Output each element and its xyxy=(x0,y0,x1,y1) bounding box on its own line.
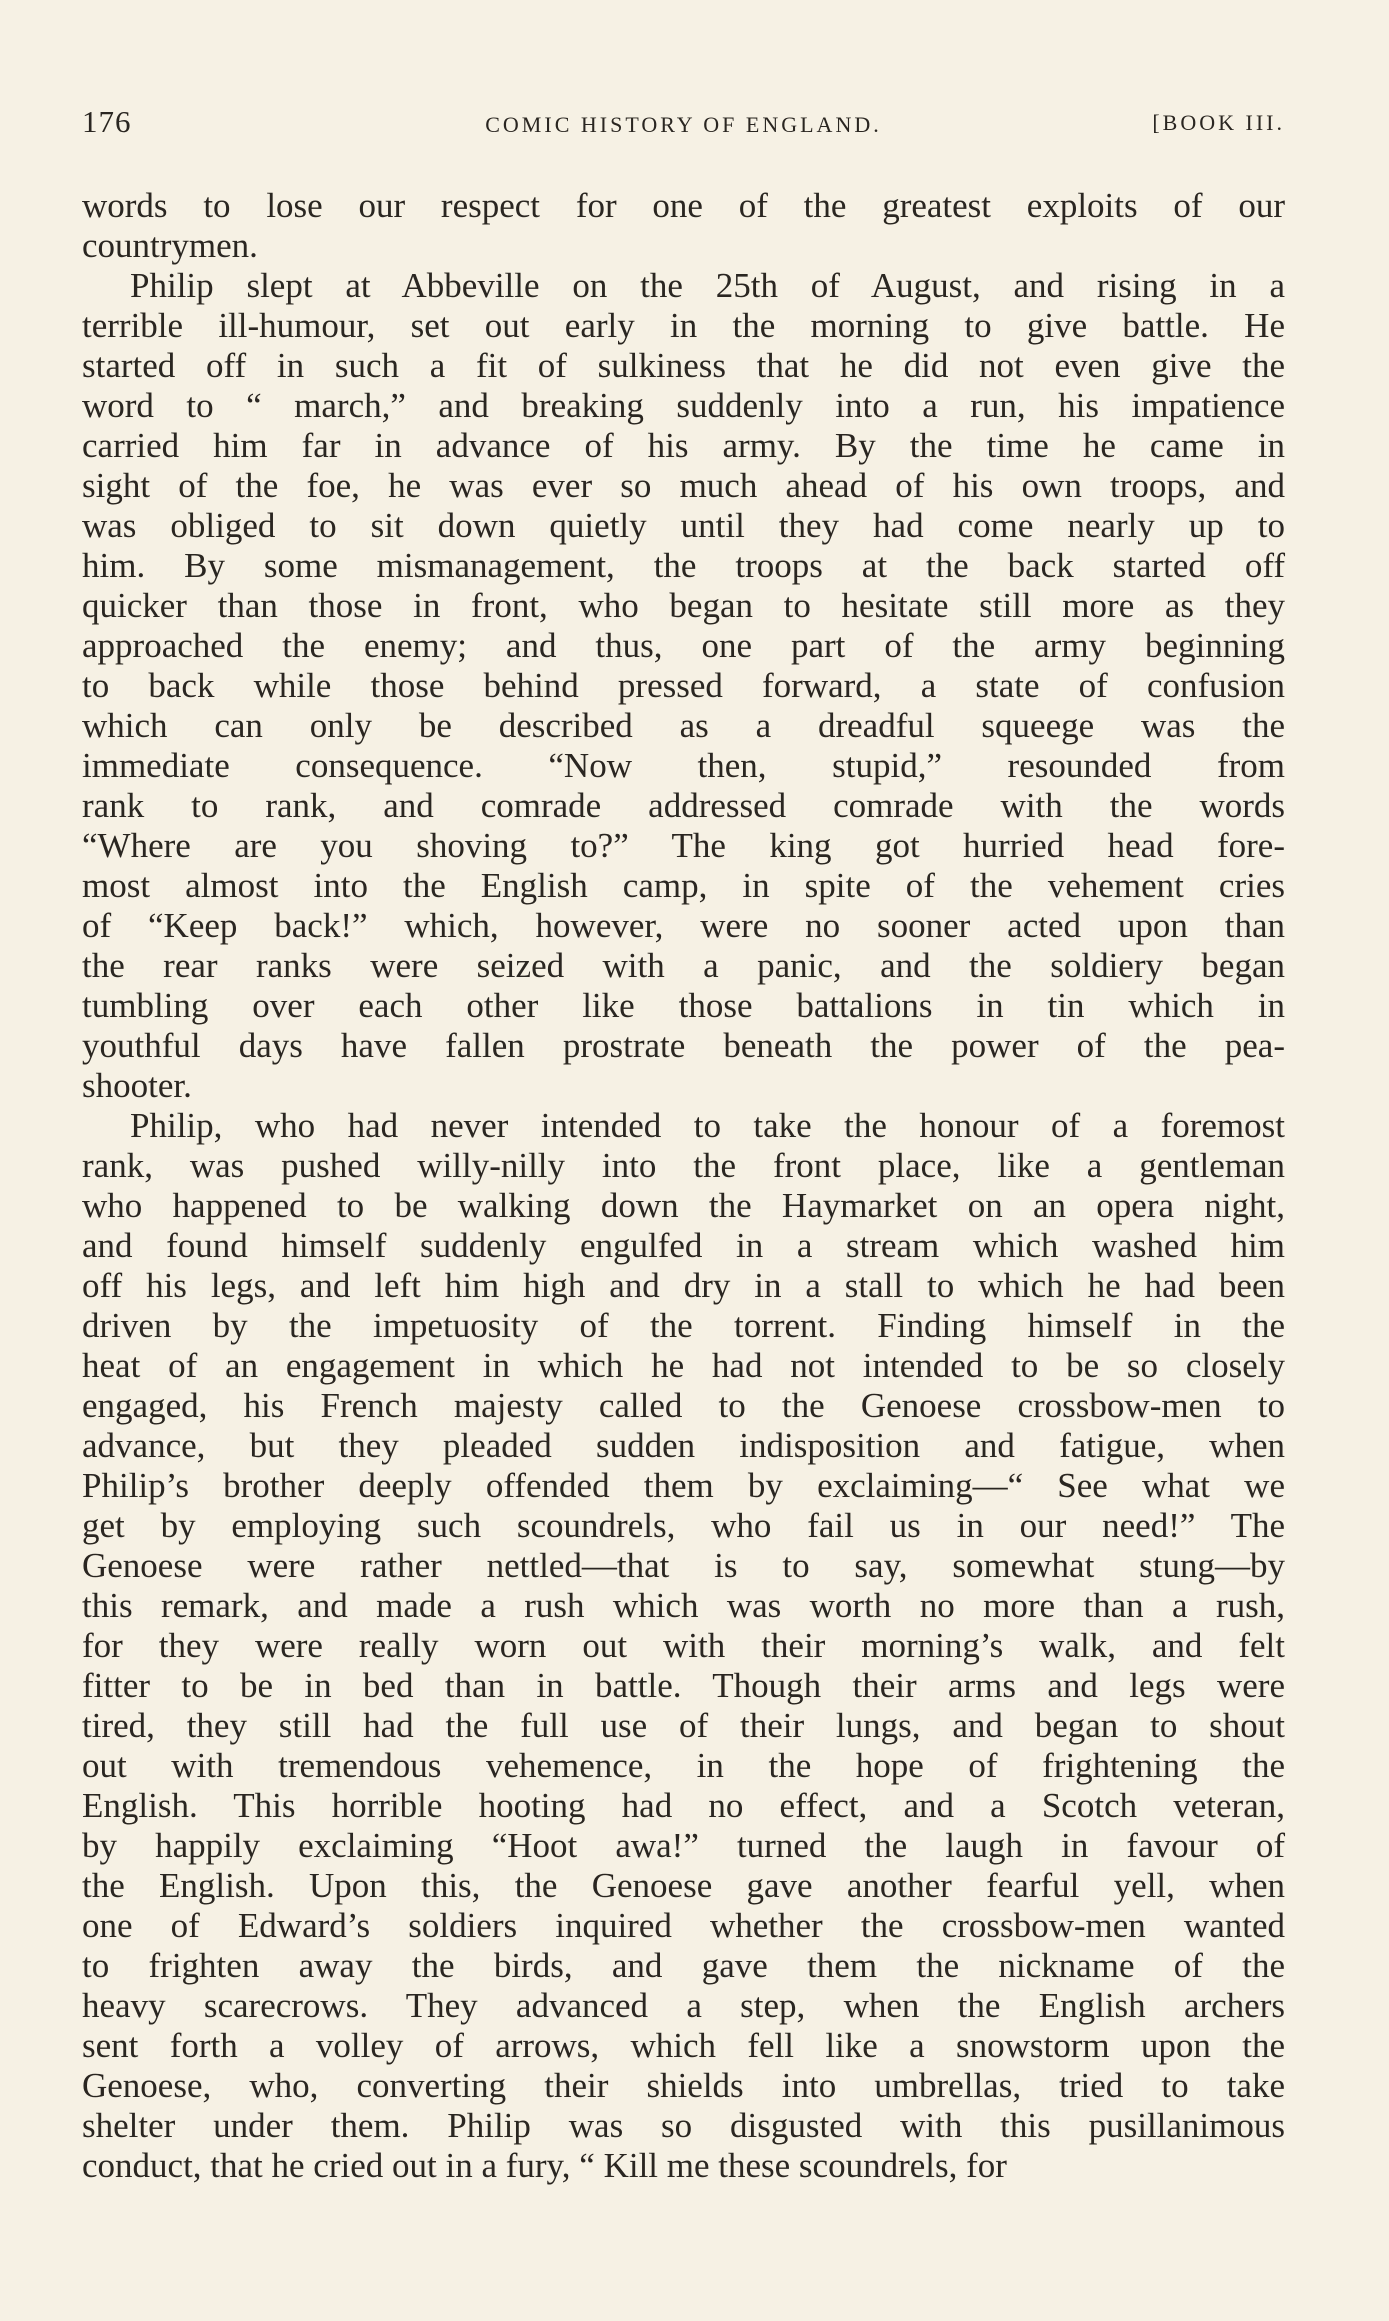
text-line: immediate consequence. “Now then, stupid,” resounded from xyxy=(82,746,1285,785)
text-line: shooter. xyxy=(82,1066,192,1105)
text-line: the rear ranks were seized with a panic, and the soldiery began xyxy=(82,946,1285,985)
running-title: COMIC HISTORY OF ENGLAND. xyxy=(485,112,882,137)
text-line: started off in such a fit of sulkiness that he did not even give the xyxy=(82,346,1285,385)
text-line: word to “ march,” and breaking suddenly into a run, his impatience xyxy=(82,386,1285,425)
paragraph xyxy=(82,186,1285,266)
text-line: youthful days have fallen prostrate beneath the power of the pea- xyxy=(82,1026,1285,1065)
text-line: advance, but they pleaded sudden indisposition and fatigue, when xyxy=(82,1426,1285,1465)
paragraph xyxy=(82,1106,1285,2186)
text-line: one of Edward’s soldiers inquired whether the crossbow-men wanted xyxy=(82,1906,1285,1945)
text-line: of “Keep back!” which, however, were no sooner acted upon than xyxy=(82,906,1285,945)
text-line: out with tremendous vehemence, in the hope of frightening the xyxy=(82,1746,1285,1785)
paragraph xyxy=(82,266,1285,1106)
text-line: this remark, and made a rush which was worth no more than a rush, xyxy=(82,1586,1285,1625)
page-number: 176 xyxy=(82,104,132,139)
text-line: shelter under them. Philip was so disgusted with this pusillanimous xyxy=(82,2106,1285,2145)
text-line: tired, they still had the full use of their lungs, and began to shout xyxy=(82,1706,1285,1745)
text-line: sight of the foe, he was ever so much ahead of his own troops, and xyxy=(82,466,1285,505)
text-line: quicker than those in front, who began to hesitate still more as they xyxy=(82,586,1285,625)
text-line: and found himself suddenly engulfed in a stream which washed him xyxy=(82,1226,1285,1265)
text-line: terrible ill-humour, set out early in the morning to give battle. He xyxy=(82,306,1285,345)
text-line: “Where are you shoving to?” The king got hurried head fore- xyxy=(82,826,1285,865)
text-line: who happened to be walking down the Haymarket on an opera night, xyxy=(82,1186,1285,1225)
text-line: Philip’s brother deeply offended them by exclaiming—“ See what we xyxy=(82,1466,1285,1505)
text-line: conduct, that he cried out in a fury, “ Kill me these scoundrels, for xyxy=(82,2146,1007,2185)
text-line: rank, was pushed willy-nilly into the front place, like a gentleman xyxy=(82,1146,1285,1185)
text-line: most almost into the English camp, in spite of the vehement cries xyxy=(82,866,1285,905)
text-line: to back while those behind pressed forward, a state of confusion xyxy=(82,666,1285,705)
text-line: heavy scarecrows. They advanced a step, when the English archers xyxy=(82,1986,1285,2025)
text-line: to frighten away the birds, and gave them the nickname of the xyxy=(82,1946,1285,1985)
text-line: by happily exclaiming “Hoot awa!” turned the laugh in favour of xyxy=(82,1826,1285,1865)
text-line: rank to rank, and comrade addressed comrade with the words xyxy=(82,786,1285,825)
text-line: which can only be described as a dreadful squeege was the xyxy=(82,706,1285,745)
text-line: Philip, who had never intended to take the honour of a foremost xyxy=(130,1106,1285,1145)
page-header xyxy=(82,104,1285,144)
text-line: English. This horrible hooting had no effect, and a Scotch veteran, xyxy=(82,1786,1285,1825)
text-line: the English. Upon this, the Genoese gave another fearful yell, when xyxy=(82,1866,1285,1905)
text-line: Philip slept at Abbeville on the 25th of August, and rising in a xyxy=(130,266,1285,305)
text-line: fitter to be in bed than in battle. Though their arms and legs were xyxy=(82,1666,1285,1705)
text-line: him. By some mismanagement, the troops at the back started off xyxy=(82,546,1285,585)
text-line: words to lose our respect for one of the greatest exploits of our xyxy=(82,186,1285,225)
text-line: Genoese were rather nettled—that is to say, somewhat stung—by xyxy=(82,1546,1285,1585)
text-line: for they were really worn out with their morning’s walk, and felt xyxy=(82,1626,1285,1665)
text-line: engaged, his French majesty called to the Genoese crossbow-men to xyxy=(82,1386,1285,1425)
text-line: was obliged to sit down quietly until they had come nearly up to xyxy=(82,506,1285,545)
text-line: countrymen. xyxy=(82,226,258,265)
text-line: off his legs, and left him high and dry in a stall to which he had been xyxy=(82,1266,1285,1305)
text-line: heat of an engagement in which he had not intended to be so closely xyxy=(82,1346,1285,1385)
text-line: get by employing such scoundrels, who fail us in our need!” The xyxy=(82,1506,1285,1545)
book-label: [BOOK III. xyxy=(1152,110,1285,135)
text-line: carried him far in advance of his army. By the time he came in xyxy=(82,426,1285,465)
text-line: driven by the impetuosity of the torrent. Finding himself in the xyxy=(82,1306,1285,1345)
body-text xyxy=(82,186,1285,2186)
text-line: Genoese, who, converting their shields into umbrellas, tried to take xyxy=(82,2066,1285,2105)
text-line: approached the enemy; and thus, one part of the army beginning xyxy=(82,626,1285,665)
text-line: tumbling over each other like those battalions in tin which in xyxy=(82,986,1285,1025)
text-line: sent forth a volley of arrows, which fell like a snowstorm upon the xyxy=(82,2026,1285,2065)
